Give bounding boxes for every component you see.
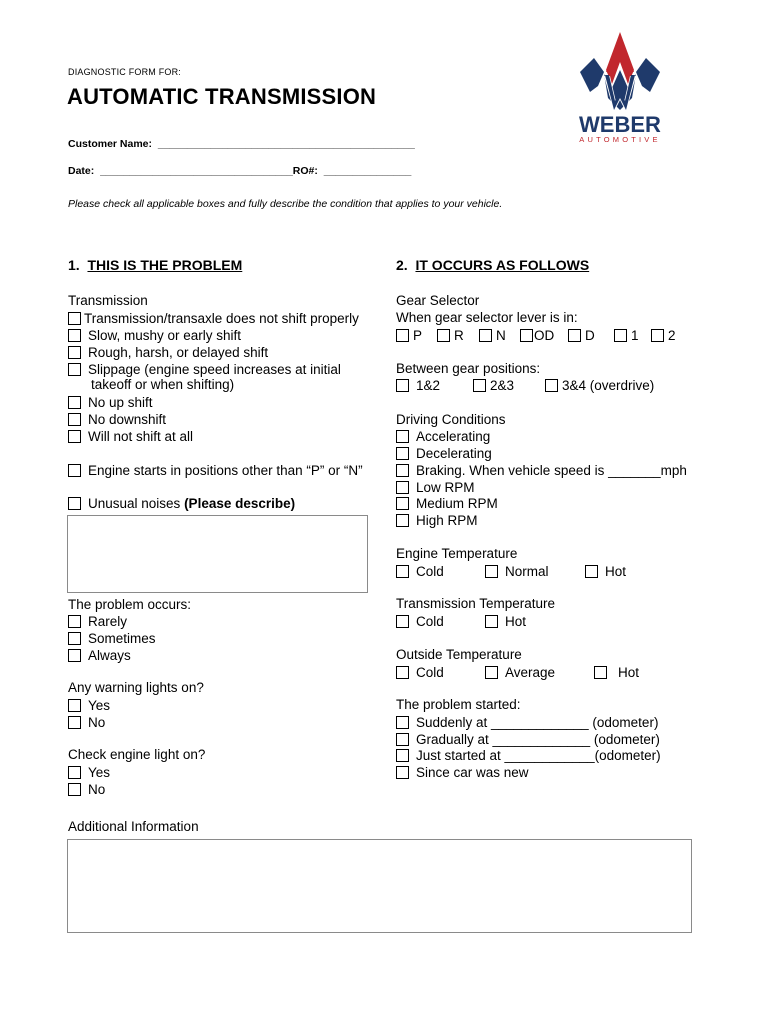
noises-description-box[interactable] xyxy=(67,515,368,593)
driving-option-decelerating[interactable] xyxy=(396,445,492,462)
checkbox[interactable] xyxy=(396,379,409,392)
gear-selector-label: Gear Selector xyxy=(396,293,480,308)
started-since-new[interactable] xyxy=(396,764,529,781)
checkbox-label: Cold xyxy=(416,665,444,680)
checkbox[interactable] xyxy=(568,329,581,342)
checkbox[interactable] xyxy=(396,329,409,342)
checkbox-label: Normal xyxy=(505,564,549,579)
noises-bold: (Please describe) xyxy=(184,496,296,511)
section1-number: 1. xyxy=(68,257,80,273)
additional-info-box[interactable] xyxy=(67,839,692,933)
checkbox-label: No xyxy=(88,715,106,730)
checkbox-label: 3&4 (overdrive) xyxy=(562,378,655,393)
checkbox[interactable] xyxy=(68,766,81,779)
gear-option-d[interactable] xyxy=(568,327,595,344)
checkbox-label: Slow, mushy or early shift xyxy=(88,328,242,343)
checkbox[interactable] xyxy=(68,413,81,426)
checkbox-label: Just started at ____________(odometer) xyxy=(416,748,661,763)
checkbox[interactable] xyxy=(68,615,81,628)
checkbox[interactable] xyxy=(396,766,409,779)
gear-option-od[interactable] xyxy=(520,327,554,344)
section2-number: 2. xyxy=(396,257,408,273)
section2-heading xyxy=(396,257,589,273)
checkbox[interactable] xyxy=(473,379,486,392)
checkbox-label: Yes xyxy=(88,765,111,780)
checkbox-label: 1&2 xyxy=(416,378,441,393)
checkbox[interactable] xyxy=(68,430,81,443)
checkbox-label: 1 xyxy=(631,328,639,343)
engine-temperature-label: Engine Temperature xyxy=(396,546,518,561)
checkbox-label: N xyxy=(496,328,506,343)
gear-lever-label: When gear selector lever is in: xyxy=(396,310,578,325)
between-positions-label: Between gear positions: xyxy=(396,361,541,376)
checkbox-label: Rough, harsh, or delayed shift xyxy=(88,345,269,360)
checkbox-label: Accelerating xyxy=(416,429,491,444)
checkbox-row-always[interactable] xyxy=(68,647,131,664)
gear-option-2[interactable] xyxy=(651,327,676,344)
form-pretitle: DIAGNOSTIC FORM FOR: xyxy=(68,67,181,77)
checkbox[interactable] xyxy=(396,430,409,443)
checkbox-row-check-engine-yes[interactable] xyxy=(68,764,110,781)
outside-temp-cold[interactable] xyxy=(396,664,444,681)
engine-temp-cold[interactable] xyxy=(396,563,444,580)
checkbox[interactable] xyxy=(396,749,409,762)
logo-wordmark: WEBER xyxy=(579,112,661,137)
checkbox[interactable] xyxy=(68,632,81,645)
checkbox-label: Rarely xyxy=(88,614,128,629)
checkbox-label: Low RPM xyxy=(416,480,475,495)
noises-prefix: Unusual noises xyxy=(88,496,185,511)
checkbox-label: Decelerating xyxy=(416,446,492,461)
checkbox-row-slow-shift[interactable] xyxy=(68,327,241,344)
checkbox-label: Medium RPM xyxy=(416,496,498,511)
checkbox-label: High RPM xyxy=(416,513,478,528)
checkbox-label: Yes xyxy=(88,698,111,713)
driving-option-medium-rpm[interactable] xyxy=(396,495,498,512)
checkbox[interactable] xyxy=(68,464,81,477)
checkbox[interactable] xyxy=(396,514,409,527)
checkbox[interactable] xyxy=(68,329,81,342)
checkbox-row-rough-shift[interactable] xyxy=(68,344,268,361)
checkbox-label: Braking. When vehicle speed is _______mph xyxy=(416,463,687,478)
checkbox[interactable] xyxy=(396,464,409,477)
checkbox[interactable] xyxy=(396,447,409,460)
driving-option-high-rpm[interactable] xyxy=(396,512,478,529)
checkbox-row-engine-starts[interactable] xyxy=(68,462,363,479)
logo-tagline: AUTOMOTIVE xyxy=(579,135,661,144)
date-ro-field[interactable] xyxy=(68,165,411,177)
driving-option-braking[interactable] xyxy=(396,462,687,479)
slippage-continued: takeoff or when shifting) xyxy=(91,377,235,392)
driving-option-accelerating[interactable] xyxy=(396,428,490,445)
checkbox[interactable] xyxy=(68,649,81,662)
checkbox-label: Always xyxy=(88,648,131,663)
checkbox-label: Sometimes xyxy=(88,631,156,646)
checkbox-label: D xyxy=(585,328,595,343)
problem-occurs-label: The problem occurs: xyxy=(68,597,192,612)
checkbox-label: Hot xyxy=(618,665,640,680)
checkbox-row-no-downshift[interactable] xyxy=(68,411,166,428)
checkbox[interactable] xyxy=(485,666,498,679)
checkbox-label: Slippage (engine speed increases at initial xyxy=(88,362,341,377)
checkbox[interactable] xyxy=(396,733,409,746)
checkbox-row-warning-yes[interactable] xyxy=(68,697,110,714)
started-gradually[interactable] xyxy=(396,731,660,748)
checkbox-row-unusual-noises[interactable] xyxy=(68,495,295,512)
outside-temp-average[interactable] xyxy=(485,664,555,681)
checkbox[interactable] xyxy=(520,329,533,342)
problem-started-label: The problem started: xyxy=(396,697,521,712)
checkbox[interactable] xyxy=(437,329,450,342)
checkbox-label: OD xyxy=(534,328,555,343)
checkbox-row-slippage[interactable] xyxy=(68,361,341,378)
checkbox[interactable] xyxy=(68,312,81,325)
checkbox-row-no-upshift[interactable] xyxy=(68,394,153,411)
started-just-started[interactable] xyxy=(396,747,661,764)
checkbox[interactable] xyxy=(68,346,81,359)
engine-temp-hot[interactable] xyxy=(585,563,626,580)
checkbox-row-will-not-shift[interactable] xyxy=(68,428,193,445)
checkbox-label: Hot xyxy=(505,614,527,629)
transmission-temperature-label: Transmission Temperature xyxy=(396,596,556,611)
checkbox[interactable] xyxy=(651,329,664,342)
checkbox-label: Suddenly at _____________ (odometer) xyxy=(416,715,659,730)
between-option-3-4[interactable] xyxy=(545,377,654,394)
customer-name-field[interactable]: Customer Name: ____________________________________________ xyxy=(68,138,415,150)
checkbox-label: Cold xyxy=(416,614,444,629)
checkbox[interactable] xyxy=(485,615,498,628)
checkbox-row-check-engine-no[interactable] xyxy=(68,781,105,798)
checkbox-label: No xyxy=(88,782,106,797)
trans-temp-hot[interactable] xyxy=(485,613,526,630)
checkbox[interactable] xyxy=(68,716,81,729)
driving-conditions-label: Driving Conditions xyxy=(396,412,506,427)
checkbox-label: Average xyxy=(505,665,556,680)
checkbox[interactable] xyxy=(396,565,409,578)
checkbox[interactable] xyxy=(594,666,607,679)
gear-option-1[interactable] xyxy=(614,327,639,344)
checkbox-row-rarely[interactable] xyxy=(68,613,127,630)
date-ro-line: : _________________________________RO#: _______________ xyxy=(90,165,412,177)
checkbox-label: R xyxy=(454,328,464,343)
checkbox-label: 2&3 xyxy=(490,378,515,393)
checkbox[interactable] xyxy=(396,497,409,510)
outside-temperature-label: Outside Temperature xyxy=(396,647,522,662)
check-engine-label: Check engine light on? xyxy=(68,747,206,762)
checkbox-row-warning-no[interactable] xyxy=(68,714,105,731)
outside-temp-hot[interactable] xyxy=(594,664,639,681)
checkbox-label: P xyxy=(413,328,423,343)
checkbox[interactable] xyxy=(396,716,409,729)
checkbox[interactable] xyxy=(68,699,81,712)
checkbox-label: Hot xyxy=(605,564,627,579)
checkbox[interactable] xyxy=(585,565,598,578)
checkbox[interactable] xyxy=(545,379,558,392)
trans-temp-cold[interactable] xyxy=(396,613,444,630)
gear-option-r[interactable] xyxy=(437,327,464,344)
additional-info-label: Additional Information xyxy=(68,819,199,834)
checkbox[interactable] xyxy=(614,329,627,342)
checkbox[interactable] xyxy=(68,783,81,796)
checkbox[interactable] xyxy=(396,666,409,679)
checkbox[interactable] xyxy=(396,481,409,494)
checkbox-label: Transmission/transaxle does not shift properly xyxy=(84,311,359,326)
checkbox-label: Cold xyxy=(416,564,444,579)
checkbox-label: No up shift xyxy=(88,395,153,410)
checkbox[interactable] xyxy=(396,615,409,628)
section2-title: IT OCCURS AS FOLLOWS xyxy=(415,257,590,273)
checkbox-label: Engine starts in positions other than “P” or “N” xyxy=(88,463,363,478)
gear-option-n[interactable] xyxy=(479,327,506,344)
instructions: Please check all applicable boxes and fully describe the condition that applies to your vehicle. xyxy=(68,198,503,210)
checkbox[interactable] xyxy=(68,396,81,409)
section1-title: THIS IS THE PROBLEM xyxy=(87,257,243,273)
date-label: Date xyxy=(68,165,91,177)
checkbox-label: Will not shift at all xyxy=(88,429,194,444)
between-option-1-2[interactable] xyxy=(396,377,440,394)
weber-automotive-logo-icon xyxy=(560,28,680,146)
checkbox-label: Gradually at _____________ (odometer) xyxy=(416,732,660,747)
transmission-label: Transmission xyxy=(68,293,148,308)
checkbox[interactable] xyxy=(485,565,498,578)
checkbox[interactable] xyxy=(68,363,81,376)
checkbox-label xyxy=(88,496,295,511)
section1-heading xyxy=(68,257,242,273)
checkbox-row-not-shift-properly[interactable] xyxy=(68,310,359,327)
driving-option-low-rpm[interactable] xyxy=(396,479,475,496)
engine-temp-normal[interactable] xyxy=(485,563,549,580)
started-suddenly[interactable] xyxy=(396,714,658,731)
checkbox[interactable] xyxy=(68,497,81,510)
checkbox-label: Since car was new xyxy=(416,765,529,780)
page-title: AUTOMATIC TRANSMISSION xyxy=(67,84,377,109)
checkbox-label: 2 xyxy=(668,328,676,343)
between-option-2-3[interactable] xyxy=(473,377,514,394)
checkbox-label: No downshift xyxy=(88,412,167,427)
warning-lights-label: Any warning lights on? xyxy=(68,680,204,695)
checkbox-row-sometimes[interactable] xyxy=(68,630,156,647)
gear-option-p[interactable] xyxy=(396,327,422,344)
checkbox[interactable] xyxy=(479,329,492,342)
